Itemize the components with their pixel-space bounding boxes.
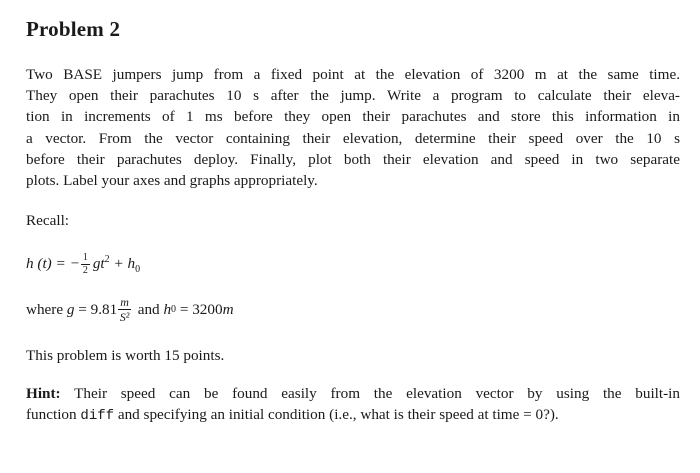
hint-line-2 [26,404,680,427]
constants-line [26,296,234,323]
hint-code-diff: diff [80,408,115,425]
statement-line-2: They open their parachutes 10 s after the jump. Write a program to calculate their eleva- [26,87,680,105]
hint-paragraph [26,383,680,427]
hint-text-1: Their speed can be found easily from the elevation vector by using the built-in [60,385,680,402]
problem-title: Problem 2 [26,17,121,41]
where-and: and [133,300,164,318]
hint-line-1 [26,383,680,404]
unit-denominator: S² [119,310,130,324]
where-h-unit: m [222,300,234,318]
statement-line-5: before their parachutes deploy. Finally, plot both their elevation and speed in two separate [26,150,680,168]
unit-fraction [118,296,131,323]
where-h: h [163,300,172,318]
formula-half-num: 1 [82,252,88,263]
points-statement: This problem is worth 15 points. [26,347,225,364]
where-h-subscript: 0 [171,304,177,315]
formula-lhs: h (t) = − [26,254,80,272]
formula-h-subscript: 0 [135,264,141,276]
hint-label: Hint: [26,385,61,402]
where-prefix: where [26,300,67,318]
statement-line-4: a vector. From the vector containing their elevation, determine their speed over the 10 s [26,129,680,147]
statement-line-6: plots. Label your axes and graphs appropriately. [26,172,318,190]
hint-text-2-pre: function [26,406,81,424]
where-h-value: = 3200 [176,300,223,318]
formula-half-den: 2 [82,265,88,276]
formula-half-fraction [81,253,90,276]
unit-numerator: m [120,295,129,309]
formula-gt: gt [92,254,105,272]
formula-plus-h: + h [109,254,136,272]
formula-exponent: 2 [104,253,110,265]
hint-text-2-post: and specifying an initial condition (i.e., what is their speed at time = 0?). [114,406,559,424]
recall-label: Recall: [26,212,70,229]
height-formula [26,253,140,276]
statement-line-1: Two BASE jumpers jump from a fixed point at the elevation of 3200 m at the same time. [26,66,680,83]
where-g-value: = 9.81 [74,300,118,318]
statement-line-3: tion in increments of 1 ms before they open their parachutes and store this information in [26,108,680,126]
problem-statement [26,64,680,191]
where-g: g [66,300,75,318]
